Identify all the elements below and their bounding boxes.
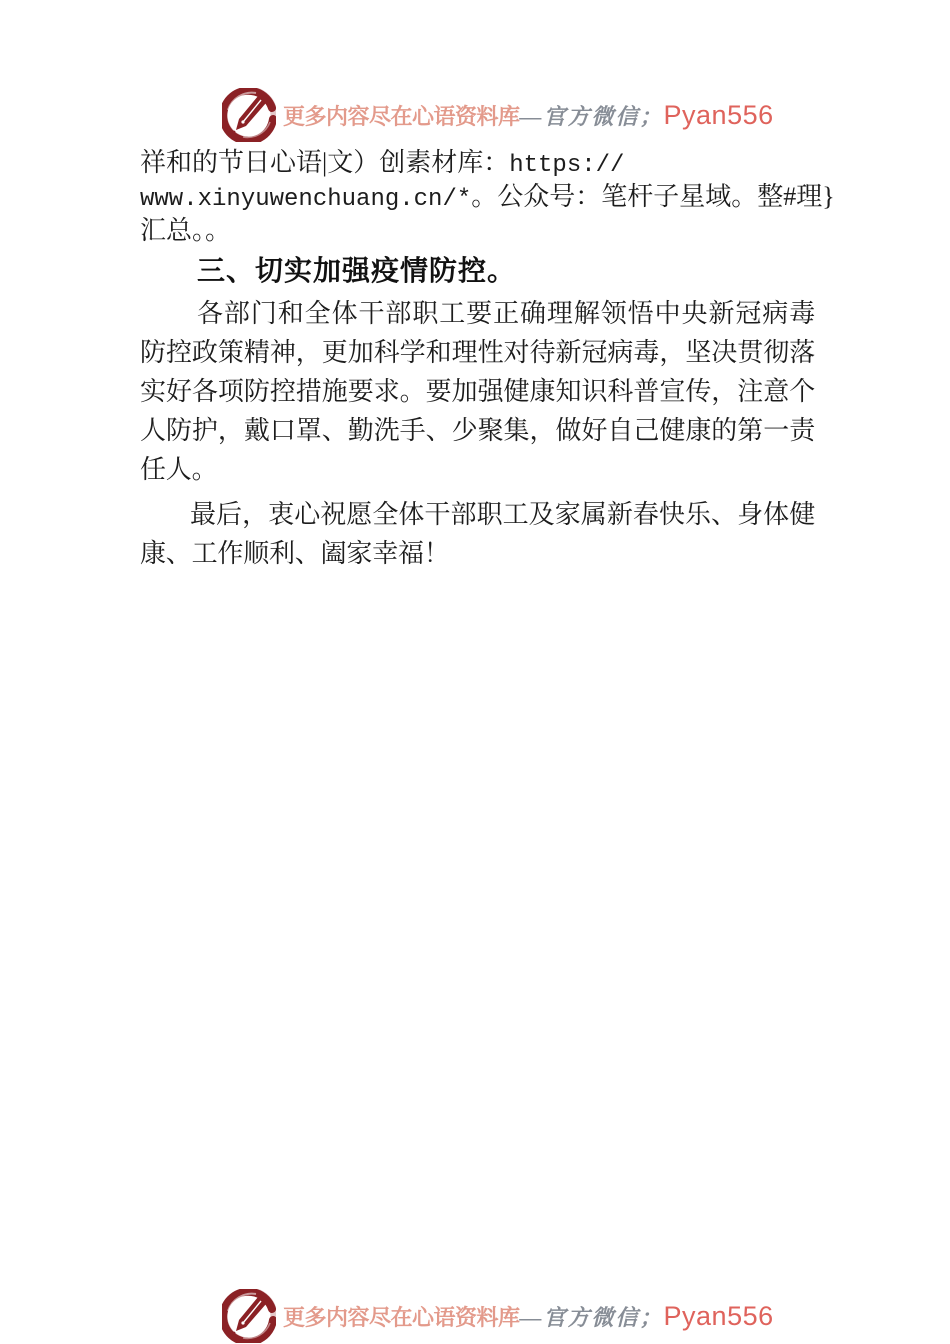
body-paragraph: 各部门和全体干部职工要正确理解领悟中央新冠病毒防控政策精神，更加科学和理性对待新冠病毒，坚决贯彻落实好各项防控措施要求。要加强健康知识科普宣传，注意个人防护，戴口罩、勤洗手、少聚集，做好自己健康的第一责任人。 [140, 299, 815, 484]
intro-line-3-text: 汇总。。 [140, 216, 232, 245]
brand-wechat-id: Pyan556 [663, 1300, 774, 1331]
brand-wechat-label: —官方微信； [519, 103, 664, 129]
footer-branding [222, 1289, 774, 1343]
intro-line-3 [140, 215, 815, 246]
intro-line-1-text: 祥和的节日心语|文）创素材库： [140, 148, 510, 177]
brand-site-text: 更多内容尽在心语资料库 [283, 1304, 520, 1330]
document-content [140, 0, 835, 573]
intro-line-1 [140, 147, 815, 181]
intro-line-2-url: www.xinyuwenchuang.cn/* [140, 186, 472, 213]
footer-branding-text [283, 1301, 774, 1332]
intro-line-2-text: 。公众号：笔杆子星域。整#理} [471, 182, 835, 211]
section-heading: 三、切实加强疫情防控。 [197, 255, 517, 286]
closing-paragraph: 最后，衷心祝愿全体干部职工及家属新春快乐、身体健康、工作顺利、阖家幸福！ [140, 500, 815, 568]
intro-line-1-url: https:// [509, 152, 625, 179]
brand-wechat-id: Pyan556 [663, 99, 774, 130]
intro-line-2 [140, 181, 835, 215]
brand-wechat-label: —官方微信； [519, 1304, 664, 1330]
brand-site-text: 更多内容尽在心语资料库 [283, 103, 520, 129]
pen-logo-icon [222, 1289, 276, 1343]
